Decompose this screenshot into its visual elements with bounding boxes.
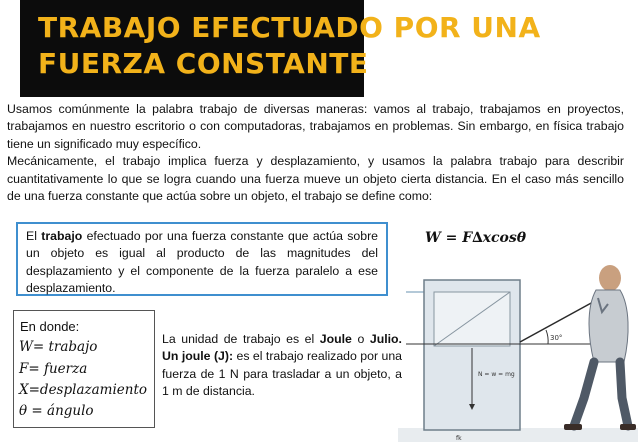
person-head bbox=[599, 265, 621, 291]
title-line-2: FUERZA CONSTANTE bbox=[38, 47, 369, 80]
unit-text-4: es el trabajo realizado por una fuerza de 1 N para trasladar a un objeto, a 1 m de distancia. bbox=[162, 349, 402, 399]
angle-arc bbox=[546, 330, 548, 344]
pulling-crate-illustration bbox=[398, 258, 638, 442]
definition-box bbox=[16, 222, 388, 296]
person-leg-front bbox=[574, 362, 594, 426]
angle-label: 30° bbox=[550, 334, 563, 342]
title-line-1: TRABAJO EFECTUADO POR UNA bbox=[38, 11, 541, 44]
variables-label: En donde: bbox=[20, 319, 80, 334]
person-shoe-front bbox=[564, 424, 582, 430]
intro-paragraph-1: Usamos comúnmente la palabra trabajo de diversas maneras: vamos al trabajo, trabajamos en proyectos, trabajamos en nuestro escritorio o con computadoras, trabajamos en problemas. Sin embargo, en física trabajo tiene un significado muy específico. bbox=[7, 102, 624, 151]
unit-text-1: La unidad de trabajo es el bbox=[162, 332, 320, 346]
unit-text-2: o bbox=[351, 332, 370, 346]
person-torso bbox=[589, 290, 628, 362]
unit-joule-definition-term: Un joule (J): bbox=[162, 349, 234, 364]
definition-after: efectuado por una fuerza constante que actúa sobre un objeto es igual al producto de las magnitudes del desplazamiento y el componente de la fuerza paralelo a ese desplazamiento. bbox=[26, 229, 378, 296]
normal-label: N = w = mg bbox=[478, 371, 515, 378]
variable-work: W= trabajo bbox=[19, 339, 98, 355]
variable-force: F= fuerza bbox=[19, 361, 88, 377]
variable-displacement: X=desplazamiento bbox=[19, 382, 148, 398]
intro-text bbox=[7, 101, 624, 205]
unit-julio: Julio. bbox=[369, 332, 402, 346]
unit-text bbox=[162, 331, 402, 401]
person bbox=[564, 265, 636, 430]
definition-term: trabajo bbox=[41, 229, 83, 243]
intro-paragraph-2: Mecánicamente, el trabajo implica fuerza y desplazamiento, y usamos la palabra trabajo para describir cuantitativamente lo que se logra cuando una fuerza mueve un objeto cierta distancia. En el caso más sencillo de una fuerza constante que actúa sobre un objeto, el trabajo se define como: bbox=[7, 154, 624, 204]
friction-label: fk bbox=[456, 435, 462, 442]
work-formula: 𝑾 = 𝑭∆𝒙𝒄𝒐𝒔𝜽 bbox=[425, 230, 527, 246]
unit-joule: Joule bbox=[319, 332, 352, 346]
definition-before: El bbox=[26, 229, 42, 243]
person-shoe-back bbox=[620, 424, 636, 430]
page-title bbox=[38, 10, 541, 82]
person-leg-back bbox=[620, 362, 628, 426]
variable-angle: θ = ángulo bbox=[19, 403, 94, 419]
